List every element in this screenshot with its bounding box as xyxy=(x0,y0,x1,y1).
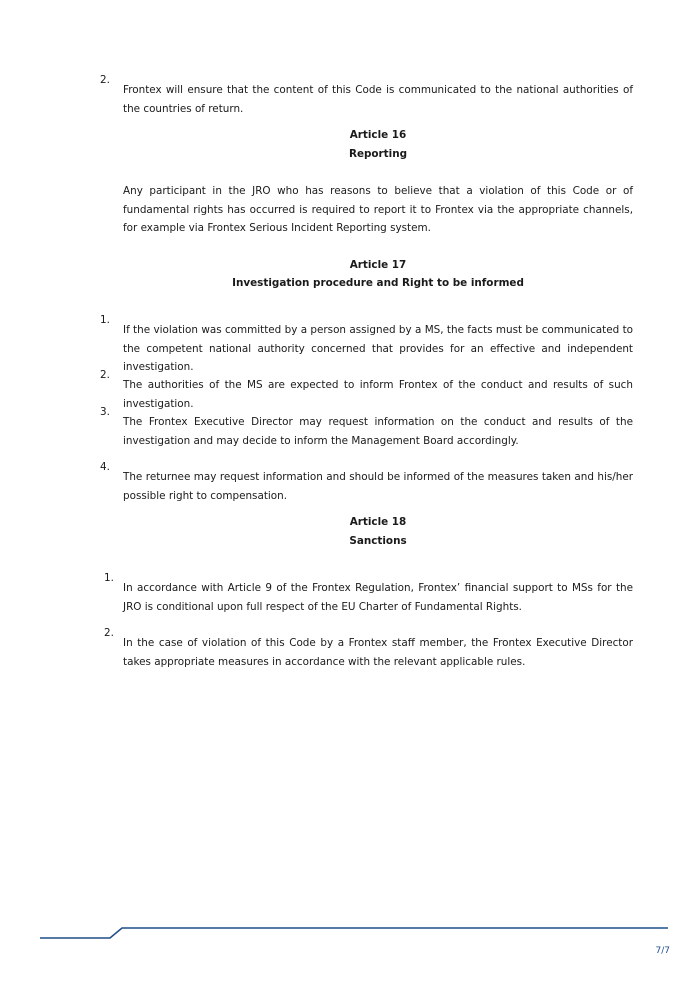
article17-item-3 xyxy=(100,403,633,461)
list-item-text: If the violation was committed by a person assigned by a MS, the facts must be communicated to the competent national authority concerned that provides for an effective and independent investigation. xyxy=(123,324,633,374)
list-item-text: In the case of violation of this Code by a Frontex staff member, the Frontex Executive Director takes appropriate measures in accordance with the relevant applicable rules. xyxy=(123,637,633,668)
list-item-text: Frontex will ensure that the content of this Code is communicated to the national authorities of the countries of return. xyxy=(123,84,633,115)
article17-title: Article 17 xyxy=(349,259,407,271)
article18-item-1 xyxy=(104,569,633,627)
article17-item-4 xyxy=(100,458,633,516)
list-number: 2. xyxy=(100,74,110,86)
article18-subtitle: Sanctions xyxy=(349,535,407,547)
paragraph-text: Any participant in the JRO who has reasons to believe that a violation of this Code or of fundamental rights has occurred is required to report it to Frontex via the appropriate channels, for example via Frontex Serious Incident Reporting system. xyxy=(123,185,633,234)
list-item-text: The authorities of the MS are expected to inform Frontex of the conduct and results of such investigation. xyxy=(123,379,633,410)
list-item-text: In accordance with Article 9 of the Frontex Regulation, Frontex’ financial support to MSs for the JRO is conditional upon full respect of the EU Charter of Fundamental Rights. xyxy=(123,582,633,613)
list-number: 1. xyxy=(104,572,114,584)
footer-rule xyxy=(0,920,700,950)
list-item-text: The returnee may request information and should be informed of the measures taken and his/her possible right to compensation. xyxy=(123,471,633,502)
list-number: 4. xyxy=(100,461,110,473)
list-number: 2. xyxy=(104,627,114,639)
article16-subtitle: Reporting xyxy=(348,148,408,160)
list-number: 3. xyxy=(100,406,110,418)
footer-line xyxy=(40,928,668,938)
article15-item-2 xyxy=(100,71,633,129)
list-item-text: The Frontex Executive Director may request information on the conduct and results of the investigation and may decide to inform the Management Board accordingly. xyxy=(123,416,633,447)
article18-item-2 xyxy=(104,624,633,682)
article16-paragraph xyxy=(123,182,633,238)
article16-title: Article 16 xyxy=(349,129,407,141)
article17-subtitle: Investigation procedure and Right to be informed xyxy=(232,277,524,289)
list-number: 2. xyxy=(100,369,110,381)
article18-title: Article 18 xyxy=(349,516,407,528)
list-number: 1. xyxy=(100,314,110,326)
page-number: 7/7 xyxy=(655,946,670,956)
